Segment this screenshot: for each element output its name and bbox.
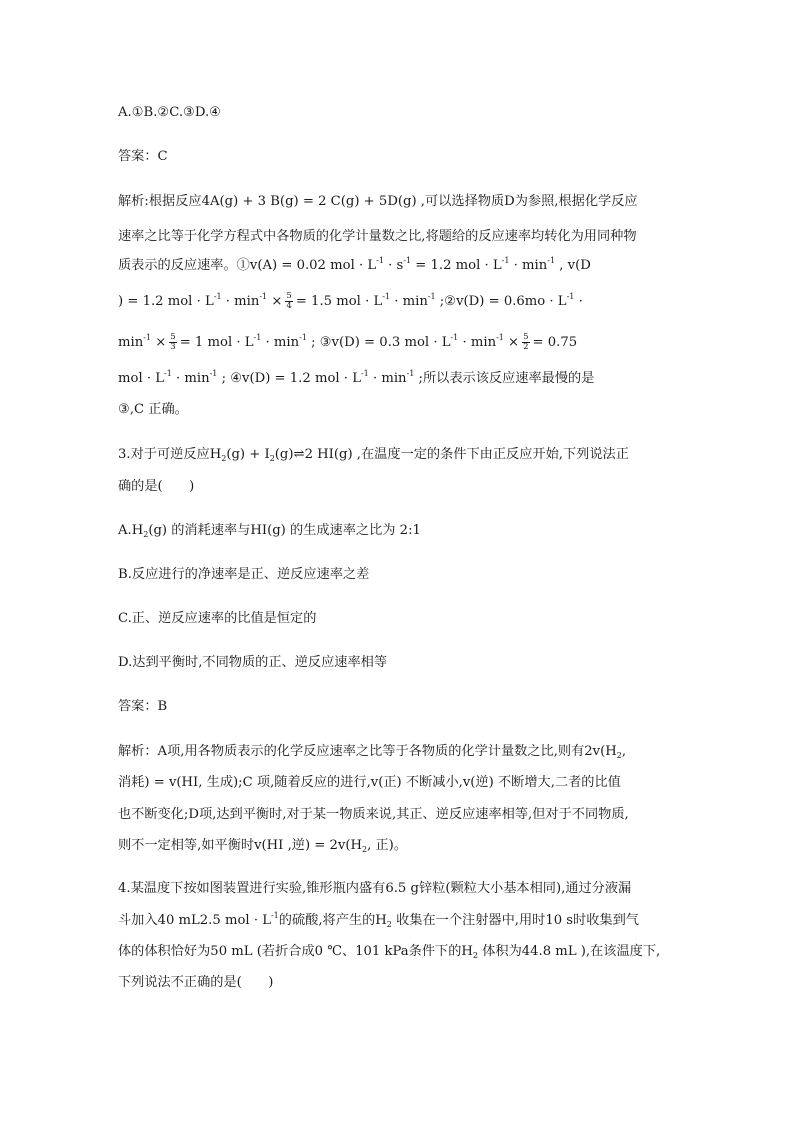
q2-analysis-line-5: $\min^{-1}$ × $\frac{5}{3}$ = 1 mol · $L^{-1} \cdot \min^{-1}$ ; ③v(D) = 0.3 mol · $L^{-1} \cdot \min^{-1}$ × $\frac{5}{2}$ = 0.75	[118, 332, 578, 352]
q4-stem-line-2: 斗加入40 mL2.5 mol · $L^{-1}$的硫酸,将产生的$H_2$ 收集在一个注射器中,用时10 s时收集到气	[118, 911, 639, 929]
q3-analysis-line-1: 解析：A项,用各物质表示的化学反应速率之比等于各物质的化学计量数之比,则有$2v(H_2$,	[118, 744, 627, 760]
q3-analysis-line-4: 则不一定相等,如平衡时v(HI ,逆) = $2v(H_2$, 正)。	[118, 838, 408, 854]
q3-option-b: B.反应进行的净速率是正、逆反应速率之差	[118, 567, 370, 582]
q2-analysis-line-4: ) = 1.2 mol · $L^{-1} \cdot \min^{-1}$ × $\frac{5}{4}$ = 1.5 mol · $L^{-1} \cdot \min^{-1}$ ;②v(D) = $0.6mo \cdot L^{-1}$ ·	[118, 291, 583, 311]
q3-stem-line-2: 确的是( )	[118, 479, 195, 494]
fraction-5-3: $\frac{5}{3}$	[170, 332, 176, 352]
q2-options: A.①B.②C.③D.④	[118, 105, 221, 120]
fraction-5-4: $\frac{5}{4}$	[286, 291, 292, 311]
q3-analysis-line-3: 也不断变化;D项,达到平衡时,对于某一物质来说,其正、逆反应速率相等,但对于不同物质,	[118, 807, 629, 822]
q4-stem-line-4: 下列说法不正确的是( )	[118, 975, 274, 990]
q3-stem-line-1: 3.对于可逆反应$H_2(g)$ + $I_2(g)\rightleftharpoons 2$ HI(g) ,在温度一定的条件下由正反应开始,下列说法正	[118, 447, 629, 463]
q2-analysis-line-3: 质表示的反应速率。①v(A) = 0.02 mol · $L^{-1} \cdot s^{-1} = 1.2$ mol · $L^{-1} \cdot \min^{-1}$ , v(D	[118, 256, 591, 273]
q3-option-a: $A.H_2(g)$ 的消耗速率与HI(g) 的生成速率之比为 2:1	[118, 523, 421, 539]
fraction-5-2: $\frac{5}{2}$	[523, 332, 529, 352]
q4-stem-line-1: 4.某温度下按如图装置进行实验,锥形瓶内盛有6.5 g锌粒(颗粒大小基本相同),通过分液漏	[118, 881, 632, 896]
q2-analysis-line-6: mol · $L^{-1} \cdot \min^{-1}$ ; ④v(D) = 1.2 mol · $L^{-1} \cdot \min^{-1}$ ;所以表示该反应速率最慢的是	[118, 369, 595, 386]
q3-analysis-line-2: 消耗) = v(HI, 生成);C 项,随着反应的进行,v(正) 不断减小,v(逆) 不断增大,二者的比值	[118, 775, 621, 790]
q2-analysis-line-7: ③,C 正确。	[118, 402, 188, 417]
q2-analysis-line-1: 解析:根据反应4A(g) + 3 B(g) = 2 C(g) + 5D(g) ,可以选择物质D为参照,根据化学反应	[118, 194, 638, 209]
q2-analysis-line-2: 速率之比等于化学方程式中各物质的化学计量数之比,将题给的反应速率均转化为用同种物	[118, 229, 637, 244]
q3-option-d: D.达到平衡时,不同物质的正、逆反应速率相等	[118, 655, 388, 670]
q2-answer: 答案：C	[118, 149, 168, 164]
q3-answer: 答案：B	[118, 699, 168, 714]
q3-option-c: C.正、逆反应速率的比值是恒定的	[118, 611, 317, 626]
q4-stem-line-3: 体的体积恰好为50 mL (若折合成0 ℃、101 kPa条件下的$H_2$ 体积为44.8 mL ),在该温度下,	[118, 944, 661, 960]
